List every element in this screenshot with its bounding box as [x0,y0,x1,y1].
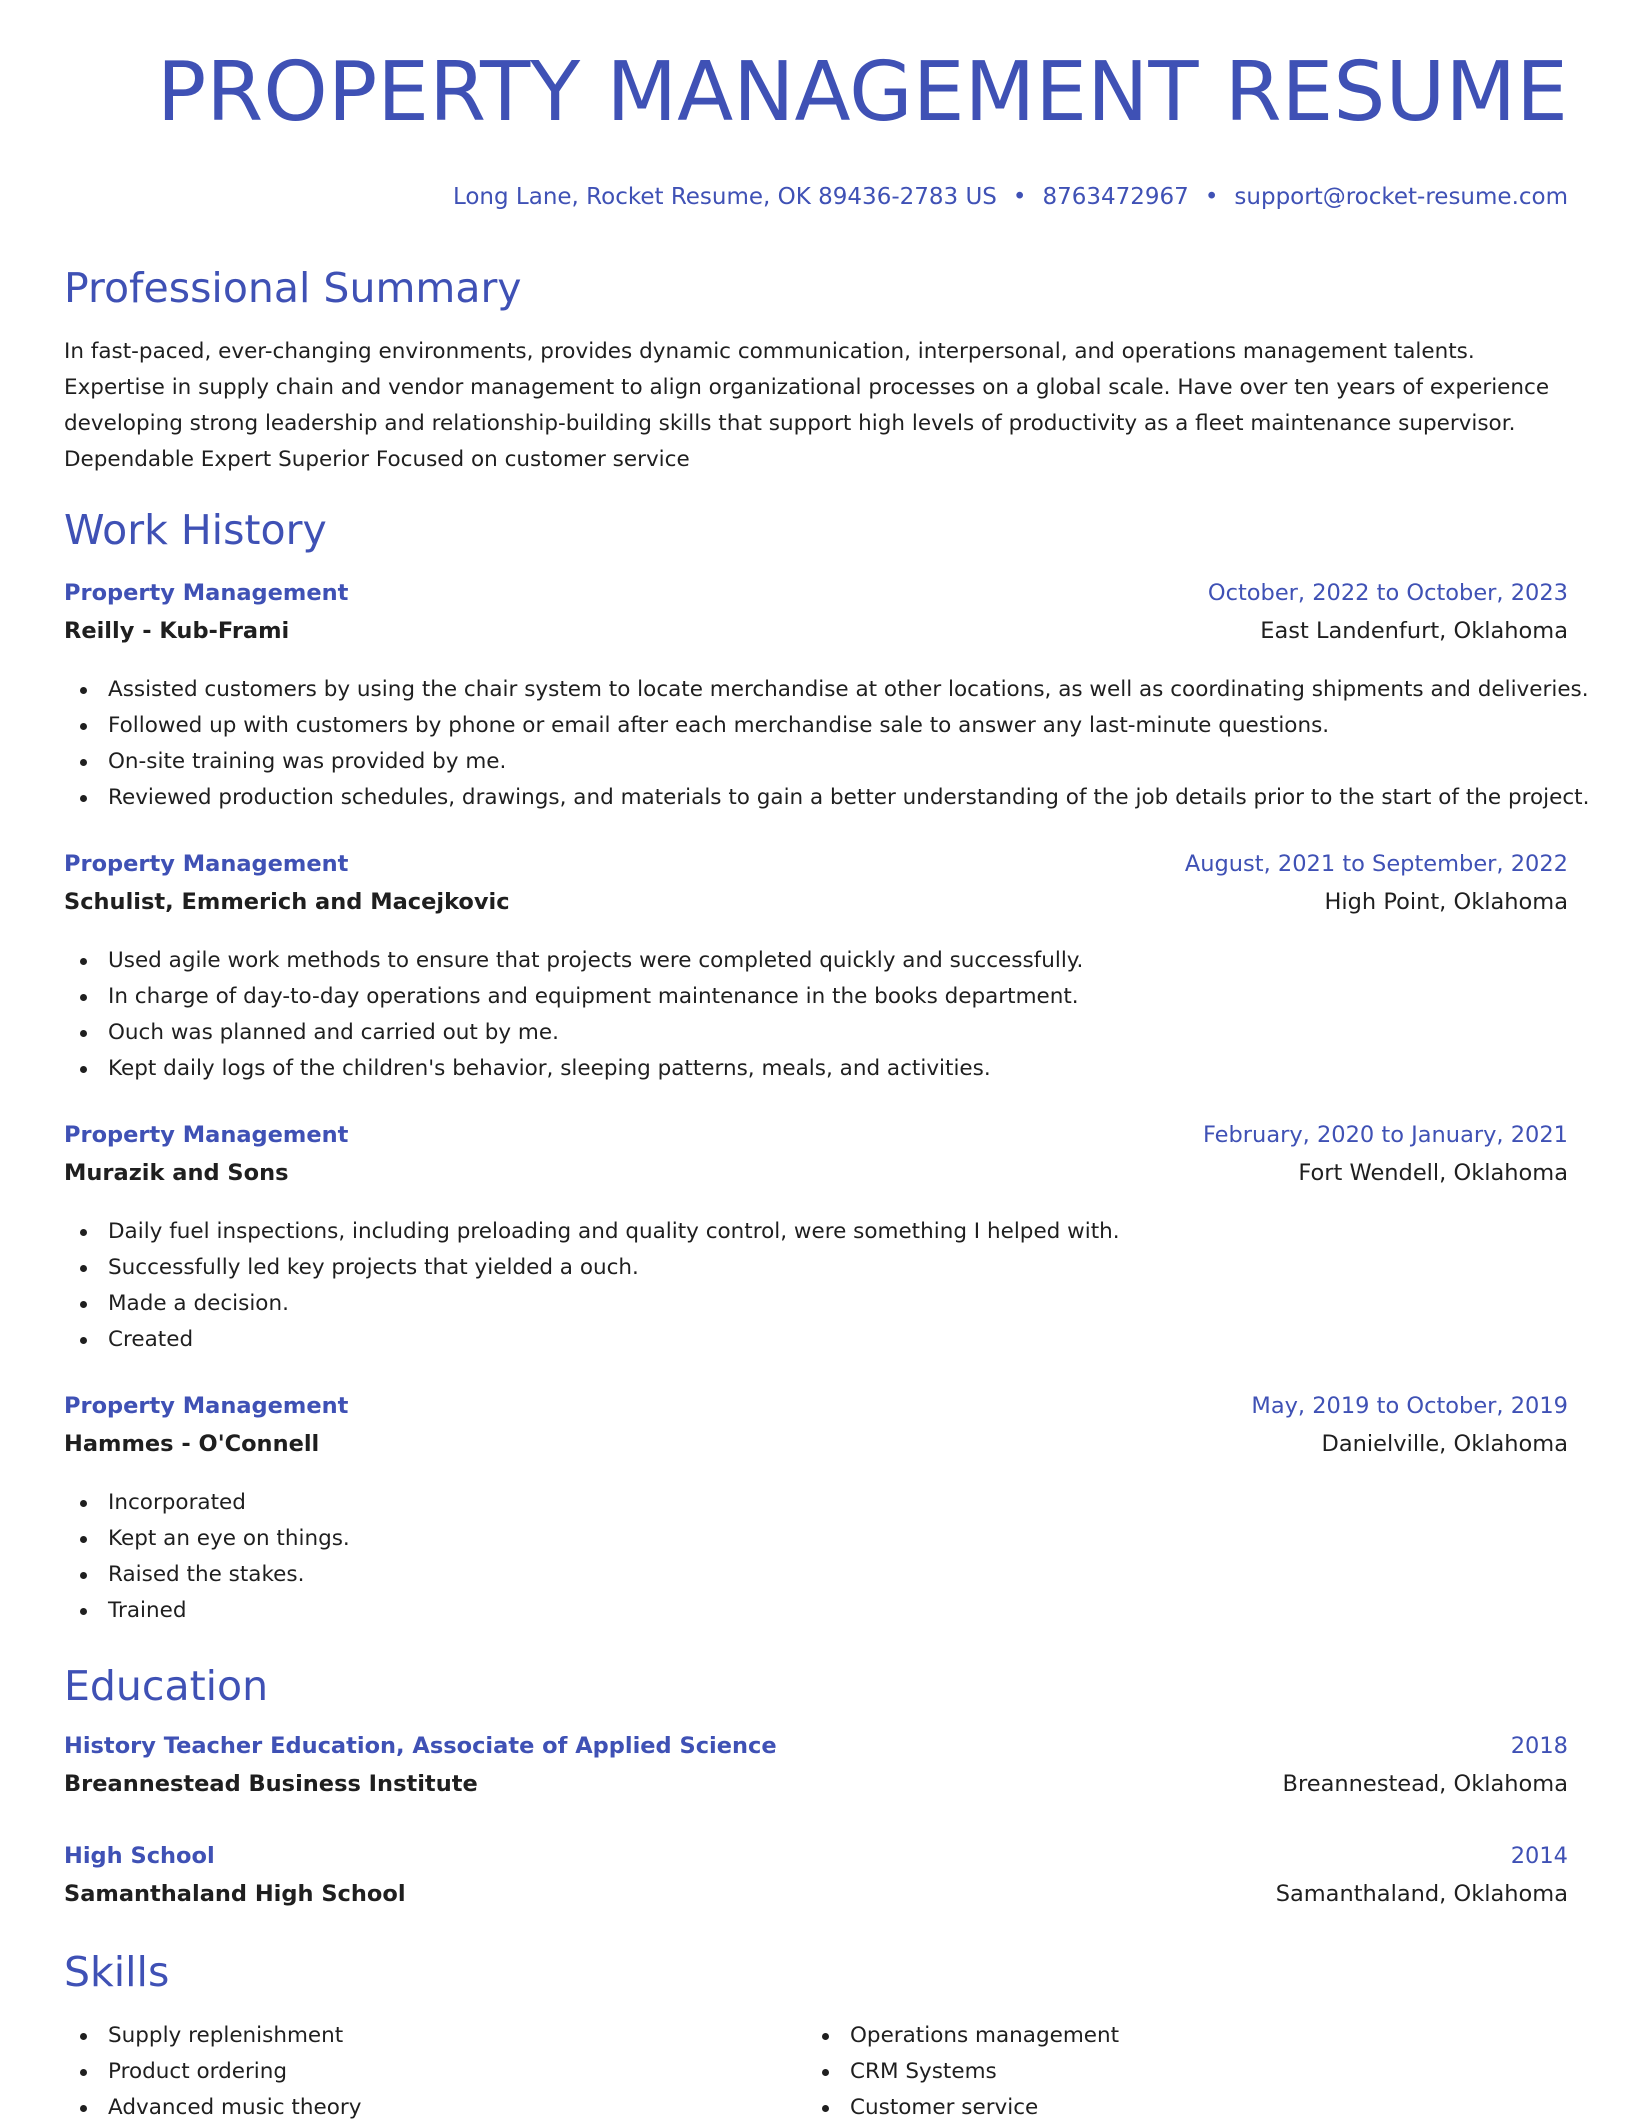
job-entry [64,1122,1568,1358]
education-degree: History Teacher Education, Associate of Applied Science [64,1733,777,1759]
list-item: Kept an eye on things. [64,1521,1568,1557]
job-company: Reilly - Kub-Frami [64,618,290,644]
list-item: Daily fuel inspections, including preloading and quality control, were something I helped with. [64,1214,1568,1250]
contact-separator: • [1204,184,1219,210]
education-location: Samanthaland, Oklahoma [1275,1881,1568,1907]
job-entry [64,580,1590,816]
skill-item: Advanced music theory [64,2090,764,2126]
skill-item: Customer service [806,2090,1506,2126]
education-year: 2018 [1510,1733,1568,1759]
job-dates: May, 2019 to October, 2019 [1251,1393,1568,1419]
job-company: Murazik and Sons [64,1160,289,1186]
education-entry [64,1843,1568,1919]
job-dates: October, 2022 to October, 2023 [1207,580,1568,606]
list-item: Trained [64,1593,1568,1629]
job-bullets [64,943,1568,1087]
contact-phone: 8763472967 [1042,184,1189,210]
education-school: Samanthaland High School [64,1881,406,1907]
job-company: Hammes - O'Connell [64,1431,320,1457]
job-bullets [64,1214,1568,1358]
list-item: Reviewed production schedules, drawings, and materials to gain a better understanding of the job details prior to the start of the project. [64,780,1568,816]
list-item: Raised the stakes. [64,1557,1568,1593]
list-item: On-site training was provided by me. [64,744,1568,780]
job-role: Property Management [64,580,349,606]
resume-title: PROPERTY MANAGEMENT RESUME [156,45,1568,140]
job-entry [64,1393,1568,1629]
contact-address: Long Lane, Rocket Resume, OK 89436-2783 US [452,184,997,210]
section-heading-summary: Professional Summary [64,264,522,312]
skill-item: CRM Systems [806,2054,1506,2090]
education-degree: High School [64,1843,215,1869]
list-item: Successfully led key projects that yielded a ouch. [64,1250,1568,1286]
job-location: East Landenfurt, Oklahoma [1260,618,1568,644]
list-item: Followed up with customers by phone or email after each merchandise sale to answer any last-minute questions. [64,708,1568,744]
section-heading-skills: Skills [64,1948,170,1996]
job-company: Schulist, Emmerich and Macejkovic [64,889,510,915]
job-bullets [64,1485,1568,1629]
job-location: Danielville, Oklahoma [1321,1431,1568,1457]
skills-list-left [64,2018,764,2126]
section-heading-education: Education [64,1662,269,1710]
contact-email[interactable]: support@rocket-resume.com [1234,184,1568,210]
job-location: High Point, Oklahoma [1324,889,1568,915]
list-item: Ouch was planned and carried out by me. [64,1015,1568,1051]
education-year: 2014 [1510,1843,1568,1869]
list-item: Created [64,1322,1568,1358]
list-item: In charge of day-to-day operations and equipment maintenance in the books department. [64,979,1568,1015]
job-dates: February, 2020 to January, 2021 [1202,1122,1568,1148]
education-school: Breannestead Business Institute [64,1771,478,1797]
job-dates: August, 2021 to September, 2022 [1184,851,1568,877]
list-item: Kept daily logs of the children's behavior, sleeping patterns, meals, and activities. [64,1051,1568,1087]
section-heading-work: Work History [64,506,327,554]
job-bullets [64,672,1590,816]
skill-item: Product ordering [64,2054,764,2090]
skill-item: Supply replenishment [64,2018,764,2054]
skills-list-right [806,2018,1506,2126]
list-item: Made a decision. [64,1286,1568,1322]
list-item: Incorporated [64,1485,1568,1521]
contact-separator: • [1012,184,1027,210]
job-role: Property Management [64,851,349,877]
job-role: Property Management [64,1122,349,1148]
skill-item: Operations management [806,2018,1506,2054]
job-location: Fort Wendell, Oklahoma [1298,1160,1568,1186]
job-entry [64,851,1568,1087]
summary-text: In fast-paced, ever-changing environments, provides dynamic communication, interpersonal, and operations management talents. Expertise in supply chain and vendor management to align organizational processes on a global scale. Have over ten years of experience developing strong leadership and relationship-building skills that support high levels of productivity as a fleet maintenance supervisor. Dependable Expert Superior Focused on customer service [64,339,1550,472]
contact-line [453,184,1568,210]
list-item: Used agile work methods to ensure that projects were completed quickly and successfully. [64,943,1568,979]
education-location: Breannestead, Oklahoma [1282,1771,1568,1797]
education-entry [64,1733,1568,1809]
list-item: Assisted customers by using the chair system to locate merchandise at other locations, as well as coordinating shipments and deliveries. [64,672,1568,708]
job-role: Property Management [64,1393,349,1419]
